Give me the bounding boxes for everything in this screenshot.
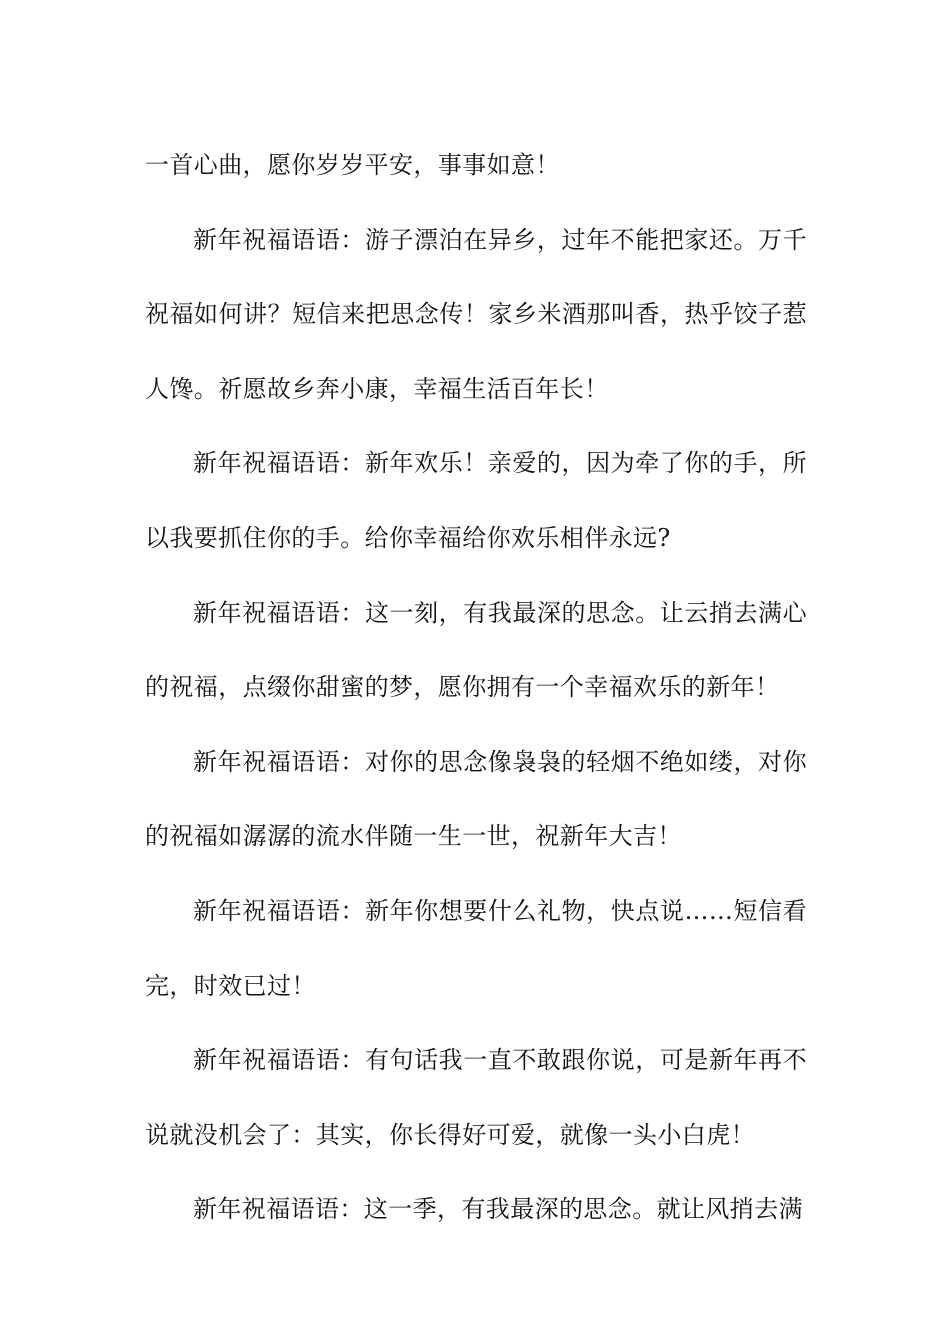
- paragraph-3: 新年祝福语语：新年欢乐！亲爱的，因为牵了你的手，所以我要抓住你的手。给你幸福给你欢乐相伴永远?: [145, 449, 807, 552]
- paragraph-2: 新年祝福语语：游子漂泊在异乡，过年不能把家还。万千祝福如何讲？短信来把思念传！家乡米酒那叫香，热乎饺子惹人馋。祈愿故乡奔小康，幸福生活百年长！: [145, 225, 807, 403]
- paragraph-6: 新年祝福语语：新年你想要什么礼物，快点说……短信看完，时效已过！: [145, 896, 807, 1000]
- document-body: [145, 128, 807, 1247]
- paragraph-4: 新年祝福语语：这一刻，有我最深的思念。让云捎去满心的祝福，点缀你甜蜜的梦，愿你拥有一个幸福欢乐的新年！: [145, 598, 807, 702]
- paragraph-8: 新年祝福语语：这一季，有我最深的思念。就让风捎去满: [193, 1195, 803, 1224]
- paragraph-5: 新年祝福语语：对你的思念像袅袅的轻烟不绝如缕，对你的祝福如潺潺的流水伴随一生一世，祝新年大吉！: [145, 747, 807, 851]
- paragraph-1: 一首心曲，愿你岁岁平安，事事如意！: [145, 151, 560, 179]
- paragraph-7: 新年祝福语语：有句话我一直不敢跟你说，可是新年再不说就没机会了：其实，你长得好可爱，就像一头小白虎！: [145, 1046, 807, 1149]
